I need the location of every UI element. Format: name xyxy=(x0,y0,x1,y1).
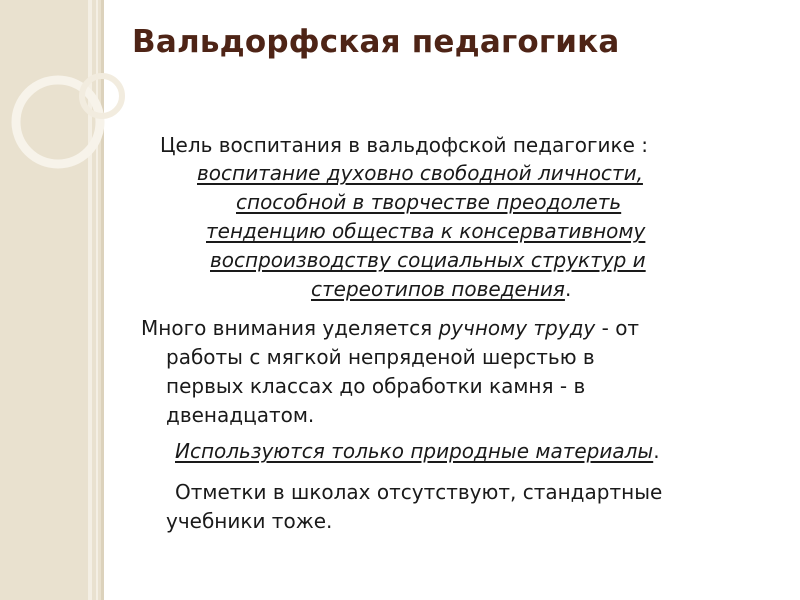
goal-line: воспитание духовно свободной личности, xyxy=(197,161,643,185)
handwork-text: Много внимания уделяется xyxy=(141,316,439,340)
handwork-first-line xyxy=(141,314,639,343)
handwork-line: работы с мягкой непряденой шерстью в xyxy=(166,345,595,369)
goal-intro: Цель воспитания в вальдофской педагогике : xyxy=(160,133,649,157)
handwork-text: - от xyxy=(595,316,640,340)
grades-line: учебники тоже. xyxy=(166,509,333,533)
goal-line: воспроизводству социальных структур и xyxy=(210,248,646,272)
handwork-line: двенадцатом. xyxy=(166,403,315,427)
materials-line xyxy=(175,437,660,466)
goal-last-line xyxy=(311,275,571,304)
handwork-emphasis: ручному труду xyxy=(438,316,596,340)
grades-line: Отметки в школах отсутствуют, стандартные xyxy=(175,480,663,504)
goal-line: тенденцию общества к консервативному xyxy=(206,219,646,243)
goal-period: . xyxy=(564,277,572,301)
handwork-line: первых классах до обработки камня - в xyxy=(166,374,586,398)
goal-line: способной в творчестве преодолеть xyxy=(236,190,622,214)
slide-title: Вальдорфская педагогика xyxy=(132,24,620,60)
materials-text: Используются только природные материалы xyxy=(175,439,654,463)
goal-line: стереотипов поведения xyxy=(311,277,565,301)
materials-period: . xyxy=(653,439,660,463)
